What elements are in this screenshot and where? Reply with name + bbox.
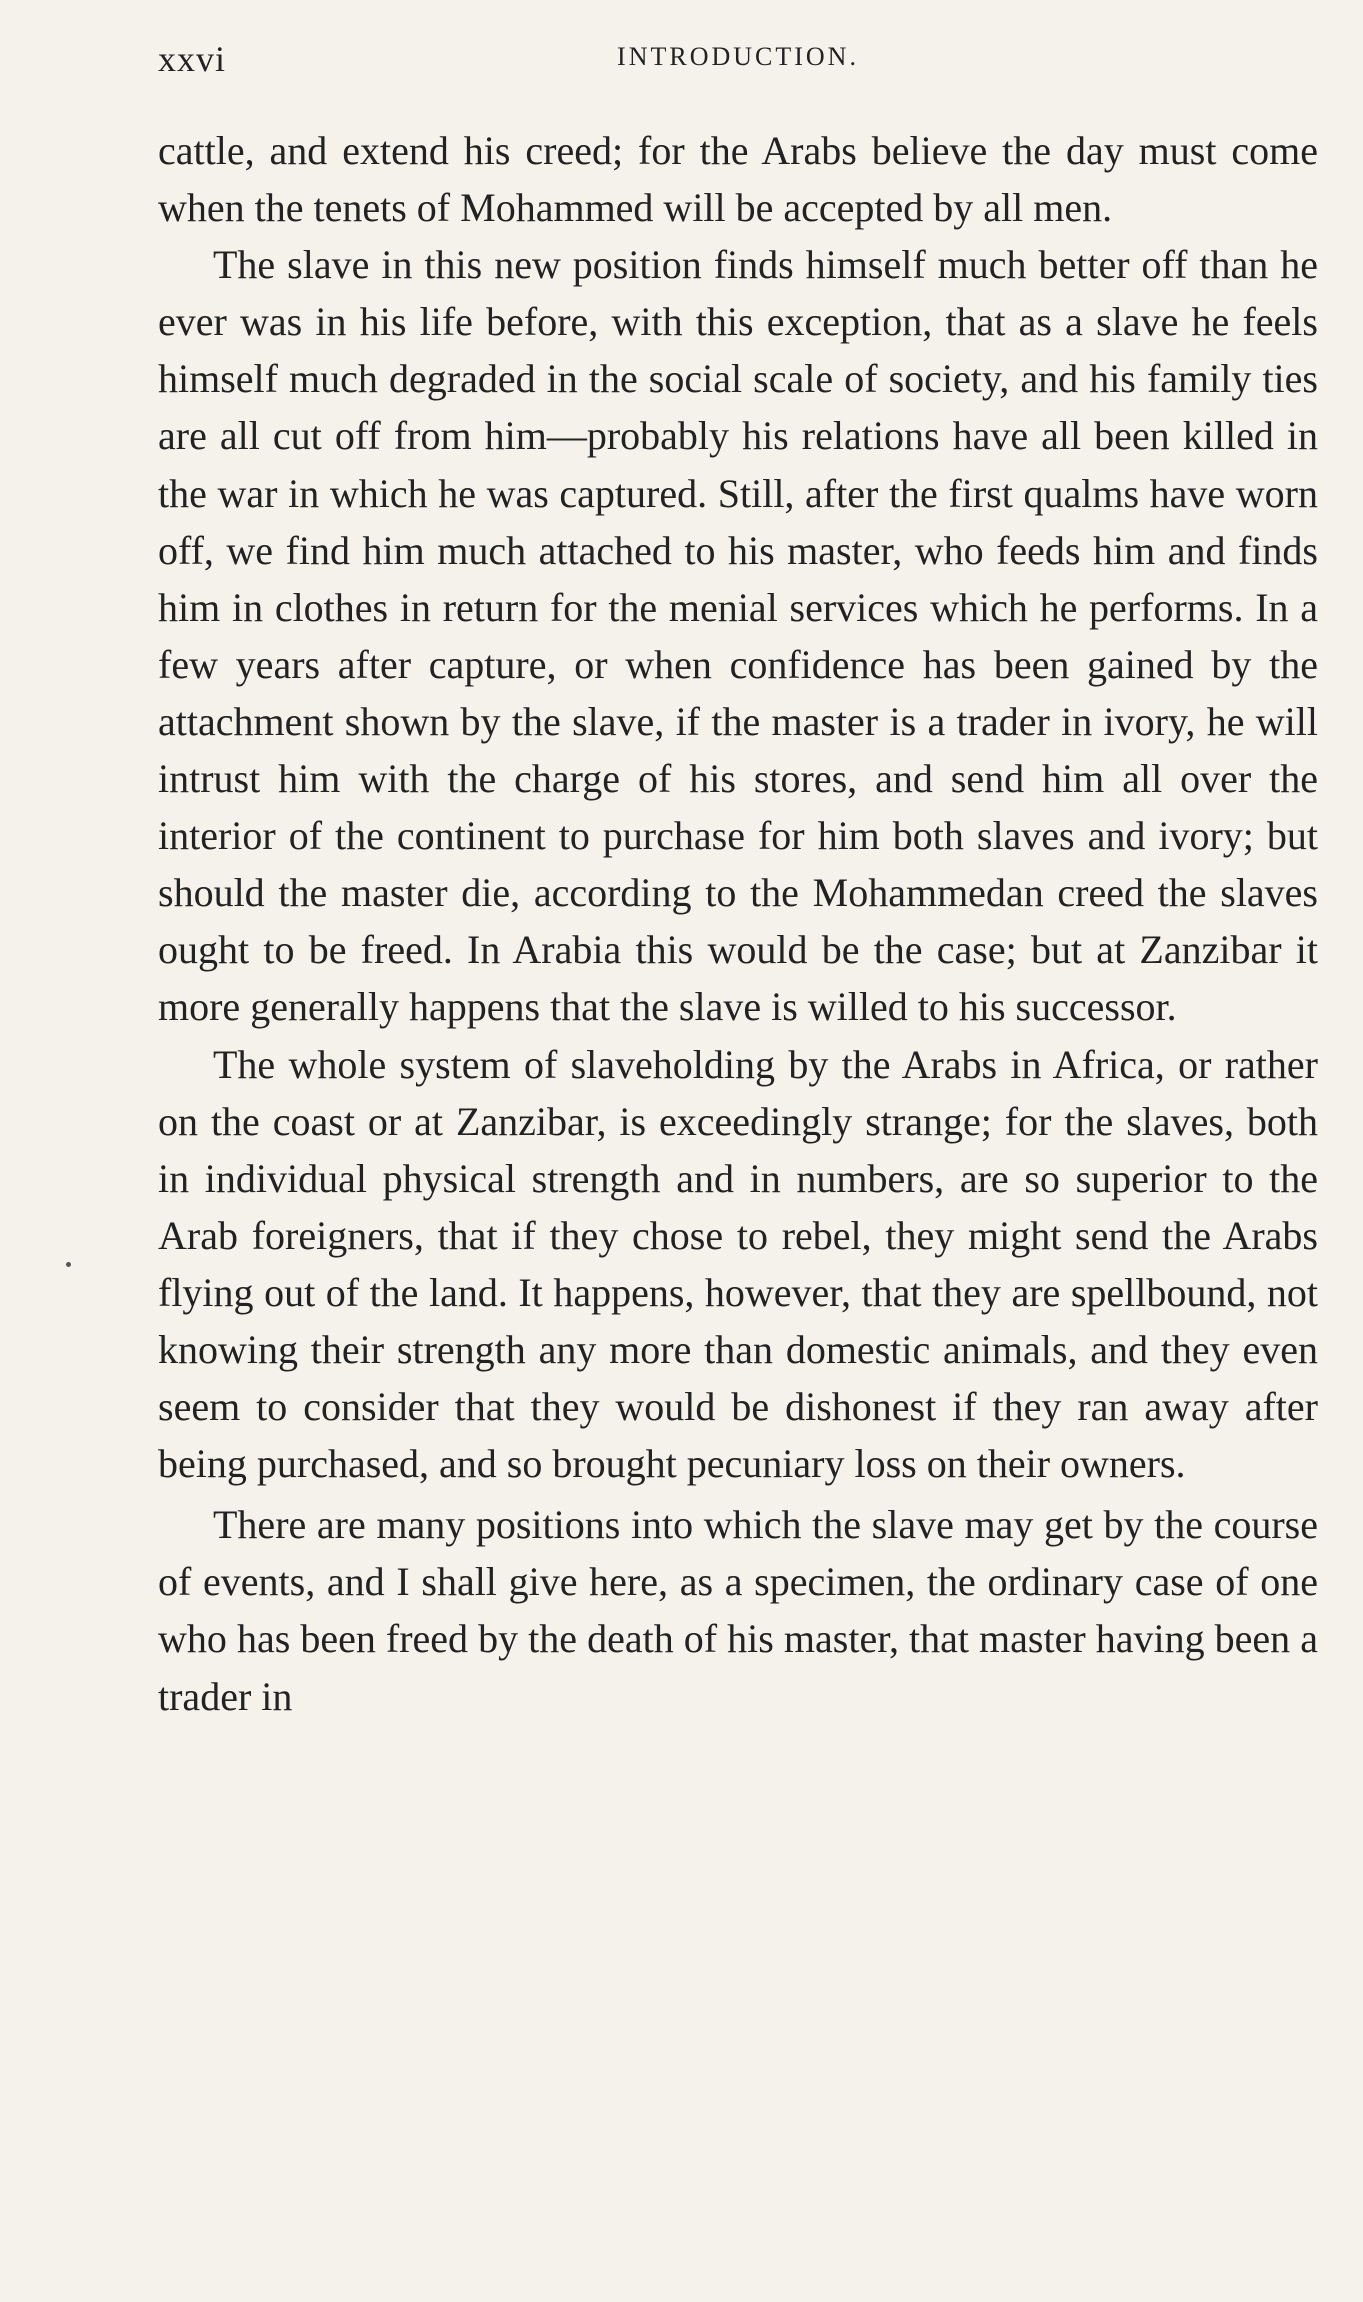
- paragraph-continuation: cattle, and extend his creed; for the Arabs believe the day must come when the tenets of Mohammed will be accepted by all men.: [158, 128, 1318, 231]
- page-number: xxvi: [158, 39, 227, 79]
- paragraph-positions: There are many positions into which the slave may get by the course of events, and I shall give here, as a specimen, the ordinary case of one who has been freed by the death of his master, that master having been a trader in: [158, 1502, 1318, 1719]
- paper-speck: [66, 1262, 71, 1267]
- body-text: [158, 122, 1318, 1725]
- paragraph-slave-position: The slave in this new position finds himself much better off than he ever was in his life before, with this exception, that as a slave he feels himself much degraded in the social scale of society, and his family ties are all cut off from him—probably his relations have all been killed in the war in which he was captured. Still, after the first qualms have worn off, we find him much attached to his master, who feeds him and finds him in clothes in return for the menial services which he performs. In a few years after capture, or when confidence has been gained by the attachment shown by the slave, if the master is a trader in ivory, he will intrust him with the charge of his stores, and send him all over the interior of the continent to purchase for him both slaves and ivory; but should the master die, according to the Mohammedan creed the slaves ought to be freed. In Arabia this would be the case; but at Zanzibar it more generally happens that the slave is willed to his successor.: [158, 242, 1318, 1030]
- running-header: [158, 38, 1318, 82]
- paragraph-slaveholding-system: The whole system of slaveholding by the Arabs in Africa, or rather on the coast or at Zanzibar, is exceedingly strange; for the slaves, both in individual physical strength and in numbers, are so superior to the Arab foreigners, that if they chose to rebel, they might send the Arabs flying out of the land. It happens, however, that they are spellbound, not knowing their strength any more than domestic animals, and they even seem to consider that they would be dishonest if they ran away after being purchased, and so brought pecuniary loss on their owners.: [158, 1041, 1318, 1487]
- running-title: INTRODUCTION.: [617, 42, 859, 71]
